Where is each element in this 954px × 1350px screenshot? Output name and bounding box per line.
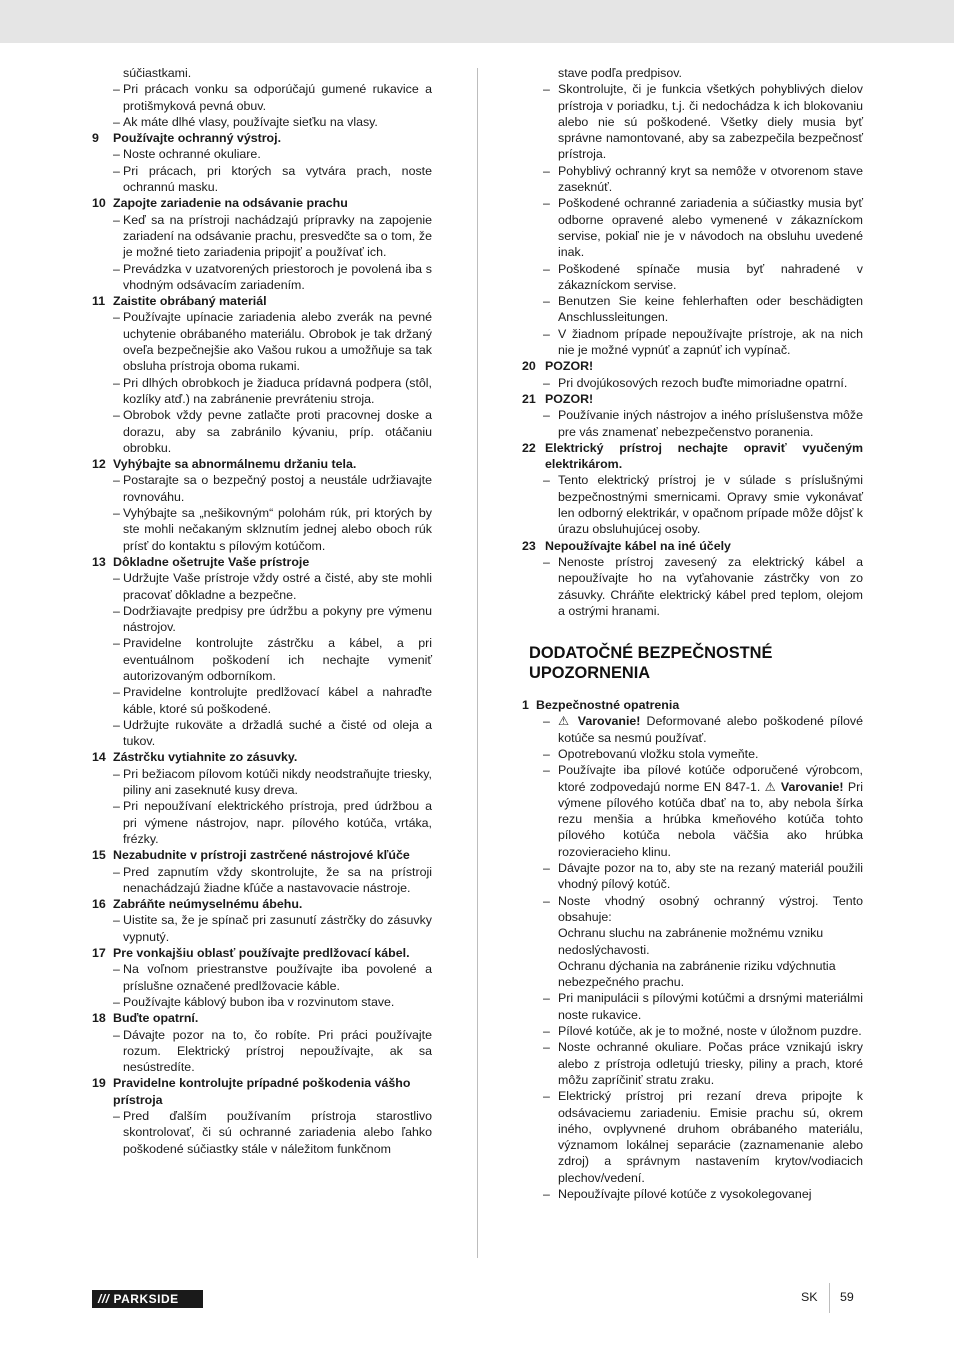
bullet: – Používanie iných nástrojov a iného príslušenstva môže pre vás znamenať nebezpečenstvo poranenia.	[543, 408, 863, 439]
bullet: – Noste ochranné okuliare. Počas práce vznikajú iskry alebo z prístroja odletujú triesky, piliny a prach, ktoré môžu zapríčiniť stratu zraku.	[543, 1040, 863, 1087]
bullet: – Obrobok vždy pevne zatlačte proti pracovnej doske a dorazu, aby sa zabránilo kývaniu, príp. otáčaniu obrobku.	[113, 408, 432, 455]
section-heading-12: 12 Vyhýbajte sa abnormálnemu držaniu tela.	[92, 457, 357, 472]
bullet: – Pri prácach vonku sa odporúčajú gumené rukavice a protišmyková pevná obuv.	[113, 82, 432, 113]
bullet: – V žiadnom prípade nepoužívajte prístroje, ak na nich nie je možné vypnúť a zapnúť ich vypínač.	[543, 326, 863, 358]
continuation-text: súčiastkami.	[123, 66, 192, 80]
bullet: – Poškodené ochranné zariadenia a súčiastky musia byť odborne opravené alebo vymenené v zákazníckom servise, pokiaľ nie je v návodoch na obsluhu uvedené inak.	[543, 196, 863, 260]
bullet: – Udržujte Vaše prístroje vždy ostré a čisté, aby ste mohli pracovať dôkladne a bezpečne.	[113, 571, 432, 602]
section-heading-22: 22 Elektrický prístroj nechajte opraviť vyučeným elektrikárom.	[522, 440, 863, 472]
bullet: – Pílové kotúče, ak je to možné, noste v úložnom puzdre.	[543, 1024, 862, 1039]
top-header-band	[0, 0, 954, 43]
warning-icon: ⚠	[558, 714, 572, 729]
bullet-warning: – ⚠ Varovanie! Deformované alebo poškodené pílové kotúče sa nesmú používať.	[543, 714, 864, 745]
right-column	[522, 65, 863, 1202]
bullet-continuation: Ochranu dýchania na zabránenie riziku vdýchnutia nebezpečného prachu.	[558, 958, 836, 990]
bullet: – Benutzen Sie keine fehlerhaften oder beschädigten Anschlussleitungen.	[543, 294, 863, 325]
bullet: – Používajte káblový bubon iba v rozvinutom stave.	[113, 994, 395, 1009]
bullet: – Na voľnom priestranstve používajte iba povolené a príslušne označené predlžovacie káble.	[113, 962, 432, 993]
section-heading-16: 16 Zabráňte neúmyselnému ábehu.	[92, 897, 303, 912]
bullet: – Pri dlhých obrobkoch je žiaduca prídavná podpera (stôl, kozlíky atď.) na zabránenie prevráteniu stroja.	[113, 375, 432, 406]
bullet: – Pri dvojúkosových rezoch buďte mimoriadne opatrní.	[543, 375, 848, 390]
section-heading-21: 21 POZOR!	[522, 391, 594, 406]
bullet: – Dávajte pozor na to, aby ste na rezaný materiál použili vhodný pílový kotúč.	[543, 861, 863, 892]
bullet: – Pri manipulácii s pílovými kotúčmi a drsnými materiálmi noste rukavice.	[543, 991, 863, 1022]
bullet: – Pri prácach, pri ktorých sa vytvára prach, noste ochrannú masku.	[113, 163, 432, 195]
language-code: SK	[801, 1290, 818, 1304]
bullet: – Pred ďalším používaním prístroja starostlivo skontrolovať, či sú ochranné zariadenia alebo ľahko poškodené súčiastky stále v náležitom funkčnom	[113, 1109, 432, 1156]
bullet: – Nepoužívajte pílové kotúče z vysokolegovanej	[543, 1187, 812, 1201]
bullet: – Poškodené spínače musia byť nahradené v zákazníckom servise.	[543, 261, 863, 292]
bullet: – Postarajte sa o bezpečný postoj a neustále udržiavajte rovnováhu.	[113, 473, 432, 504]
section-heading-15: 15 Nezabudnite v prístroji zastrčené nástrojové kľúče	[92, 848, 410, 863]
bullet: – Pri bežiacom pílovom kotúči nikdy neodstraňujte triesky, piliny ani zaseknuté kusy dreva.	[113, 766, 432, 798]
section-heading-10: 10 Zapojte zariadenie na odsávanie prachu	[92, 196, 348, 211]
left-column	[92, 65, 432, 1157]
page-number: 59	[840, 1290, 854, 1304]
bullet-continuation: Ochranu sluchu na zabránenie možnému vzniku nedoslýchavosti.	[558, 926, 824, 957]
bullet: – Používajte upínacie zariadenia alebo zverák na pevné uchytenie obrábaného materiálu. Obrobok je tak držaný oveľa bezpečnejšie ako Vašou rukou a umožňuje sa tak obsluha prístroja oboma rukami.	[113, 310, 432, 374]
bullet: – Dávajte pozor na to, čo robíte. Pri práci používajte rozum. Elektrický prístroj nepoužívajte, ak sa nesústredíte.	[113, 1027, 432, 1075]
bullet: – Pohyblivý ochranný kryt sa nemôže v otvorenom stave zaseknúť.	[543, 163, 863, 195]
bullet: – Ak máte dlhé vlasy, používajte sieťku na vlasy.	[113, 114, 378, 129]
bullet: – Prevádzka v uzatvorených priestoroch je povolená iba s vhodným odsávacím zariadením.	[113, 261, 432, 292]
logo-stripes: ///	[98, 1292, 110, 1306]
parkside-logo	[92, 1290, 203, 1308]
section-heading-18: 18 Buďte opatrní.	[92, 1011, 199, 1026]
bullet: – Pred zapnutím vždy skontrolujte, že sa na prístroji nenachádzajú žiadne kľúče a nastavovacie nástroje.	[113, 864, 432, 895]
section-heading-19: 19 Pravidelne kontrolujte prípadné poškodenia vášho prístroja	[92, 1076, 411, 1107]
bullet: – Opotrebovanú vložku stola vymeňte.	[543, 746, 759, 761]
bullet: – Skontrolujte, či je funkcia všetkých pohyblivých dielov prístroja v poriadku, t.j. či nedochádza k ich blokovaniu alebo nie sú poškodené. Všetky diely musia byť správne namontované, aby sa zabezpečila bezpečnosť prístroja.	[543, 82, 863, 162]
bullet: – Noste vhodný osobný ochranný výstroj. Tento obsahuje:	[543, 893, 863, 924]
subsection-heading-1: 1 Bezpečnostné opatrenia	[522, 698, 680, 713]
bullet: – Nenoste prístroj zavesený za elektrický kábel a nepoužívajte ho na vyťahovanie zástrčky von zo zásuvky. Chráňte elektrický kábel pred teplom, olejom a ostrými hranami.	[543, 554, 863, 618]
bullet: – Noste ochranné okuliare.	[113, 147, 261, 162]
bullet: – Pravidelne kontrolujte zástrčku a kábel, a pri eventuálnom poškodení ich nechajte vymeniť autorizovaným odborníkom.	[113, 636, 432, 683]
bullet: – Vyhýbajte sa „nešikovným“ polohám rúk, pri ktorých by ste mohli nečakaným sklznutím jednej alebo oboch rúk prísť do kontaktu s pílovým kotúčom.	[113, 506, 432, 553]
section-heading-14: 14 Zástrčku vytiahnite zo zásuvky.	[92, 750, 298, 765]
footer-divider	[829, 1283, 830, 1313]
logo-text: PARKSIDE	[113, 1292, 179, 1306]
section-heading-13: 13 Dôkladne ošetrujte Vaše prístroje	[92, 554, 310, 569]
bullet: – Dodržiavajte predpisy pre údržbu a pokyny pre výmenu nástrojov.	[113, 603, 432, 635]
bullet: – Keď sa na prístroji nachádzajú prípravky na zapojenie zariadení na odsávanie prachu, presvedčte sa o tom, že je možné tieto zariadenia pripojiť a používať ich.	[113, 212, 432, 260]
bullet: – Uistite sa, že je spínač pri zasunutí zástrčky do zásuvky vypnutý.	[113, 913, 432, 944]
bullet: – Pri nepoužívaní elektrického prístroja, pred údržbou a pri výmene nástrojov, napr. pílového kotúča, vrtáka, frézky.	[113, 799, 432, 846]
section-title-additional-safety: DODATOČNÉ BEZPEČNOSTNÉ UPOZORNENIA	[529, 644, 773, 683]
bullet-warning: – Používajte iba pílové kotúče odporučené výrobcom, ktoré zodpovedajú norme EN 847-1. ⚠ Varovanie! Pri výmene pílového kotúča dbať na to, aby nebola šírka rezu menšia a hrúbka kmeňového kotúča tohto pílového kotúča nebola väčšia ako hrúbka rozovieracieho klinu.	[543, 763, 863, 859]
column-divider	[477, 68, 478, 1258]
bullet: – Pravidelne kontrolujte predlžovací kábel a nahraďte káble, ktoré sú poškodené.	[113, 685, 432, 716]
bullet: – Udržujte rukoväte a držadlá suché a čisté od oleja a tukov.	[113, 717, 432, 749]
section-heading-17: 17 Pre vonkajšiu oblasť používajte predlžovací kábel.	[92, 946, 410, 961]
warning-icon: ⚠	[764, 779, 777, 794]
section-heading-23: 23 Nepoužívajte kábel na iné účely	[522, 538, 731, 553]
continuation-text: stave podľa predpisov.	[558, 66, 682, 80]
section-heading-11: 11 Zaistite obrábaný materiál	[92, 294, 267, 309]
section-heading-20: 20 POZOR!	[522, 359, 594, 374]
bullet: – Tento elektrický prístroj je v súlade s príslušnými bezpečnostnými smernicami. Opravy smie vykonávať len odborný elektrikár, v opačnom prípade môže dôjsť k úrazu obsluhujúcej osoby.	[543, 473, 863, 537]
bullet: – Elektrický prístroj pri rezaní dreva pripojte k odsávaciemu zariadeniu. Emisie prachu sú, okrem iného, ovplyvnené druhom obrábaného materiálu, významom lokálnej separácie (zaznamenanie alebo zdroj) a správnym nastavením krytov/vodiacich plechov/vedení.	[543, 1089, 863, 1185]
section-heading-9: 9 Používajte ochranný výstroj.	[92, 131, 282, 146]
